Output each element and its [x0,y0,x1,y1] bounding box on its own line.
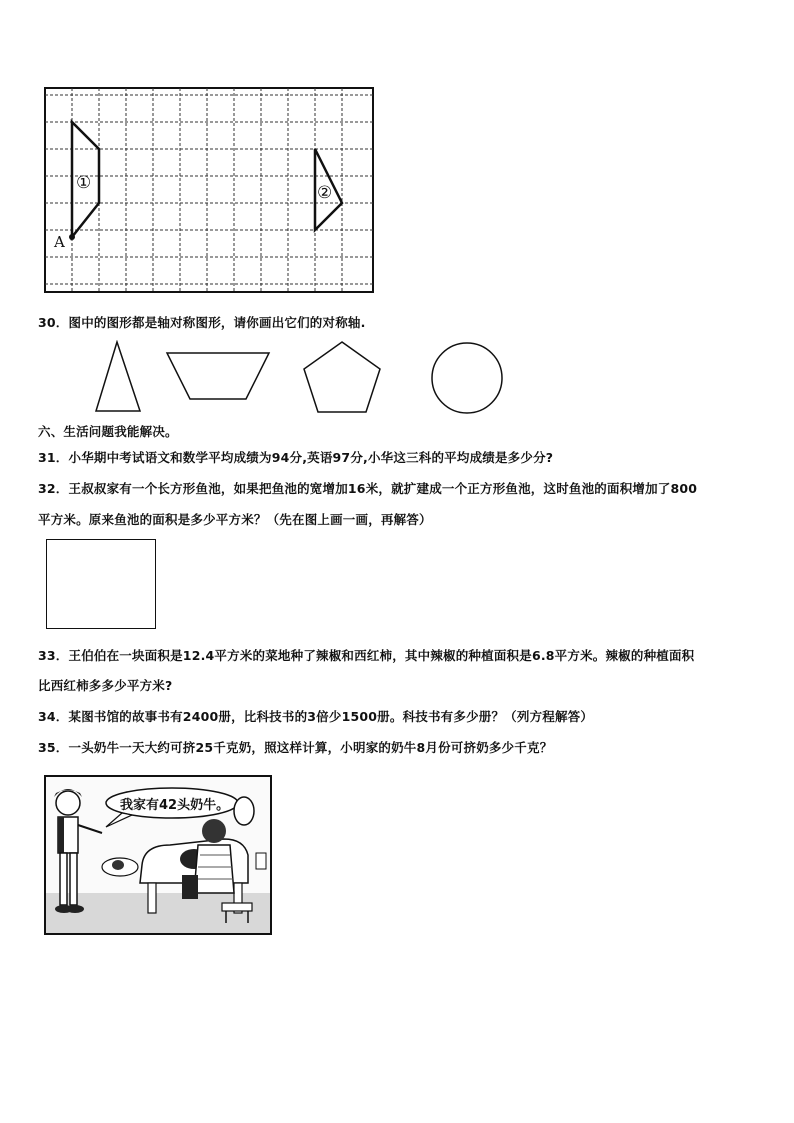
question-31: 31．小华期中考试语文和数学平均成绩为94分,英语97分,小华这三科的平均成绩是多少分? [38,450,554,465]
question-32-line-2: 平方米。原来鱼池的面积是多少平方米？（先在图上画一画，再解答） [38,512,432,527]
triangle-shape [94,340,142,412]
section-6-heading: 六、生活问题我能解决。 [38,424,178,439]
speech-bubble-text: 我家有42头奶牛。 [120,798,230,813]
stool [222,903,252,911]
circle-shape [430,341,504,415]
question-35: 35．一头奶牛一天大约可挤25千克奶，照这样计算，小明家的奶牛8月份可挤奶多少千克？ [38,740,553,755]
point-a-dot [69,234,75,240]
milking-illustration [44,775,272,935]
milk-bucket [182,875,198,899]
question-33-line-1: 33．王伯伯在一块面积是12.4平方米的菜地种了辣椒和西红柿，其中辣椒的种植面积是6.8平方米。辣椒的种植面积 [38,648,695,663]
shape-1-label: ① [76,173,92,193]
pentagon-shape [302,340,382,414]
grid-figure [44,87,374,293]
question-34: 34．某图书馆的故事书有2400册，比科技书的3倍少1500册。科技书有多少册？（列方程解答） [38,709,594,724]
question-33-line-2: 比西红柿多多少平方米? [38,678,173,693]
question-32-line-1: 32．王叔叔家有一个长方形鱼池，如果把鱼池的宽增加16米，就扩建成一个正方形鱼池，这时鱼池的面积增加了800 [38,481,698,496]
fish-pond-square [46,539,156,629]
question-30: 30．图中的图形都是轴对称图形，请你画出它们的对称轴. [38,315,366,330]
shape-2-label: ② [317,183,333,203]
trapezoid-shape [165,351,271,401]
point-a-label: A [54,233,65,251]
